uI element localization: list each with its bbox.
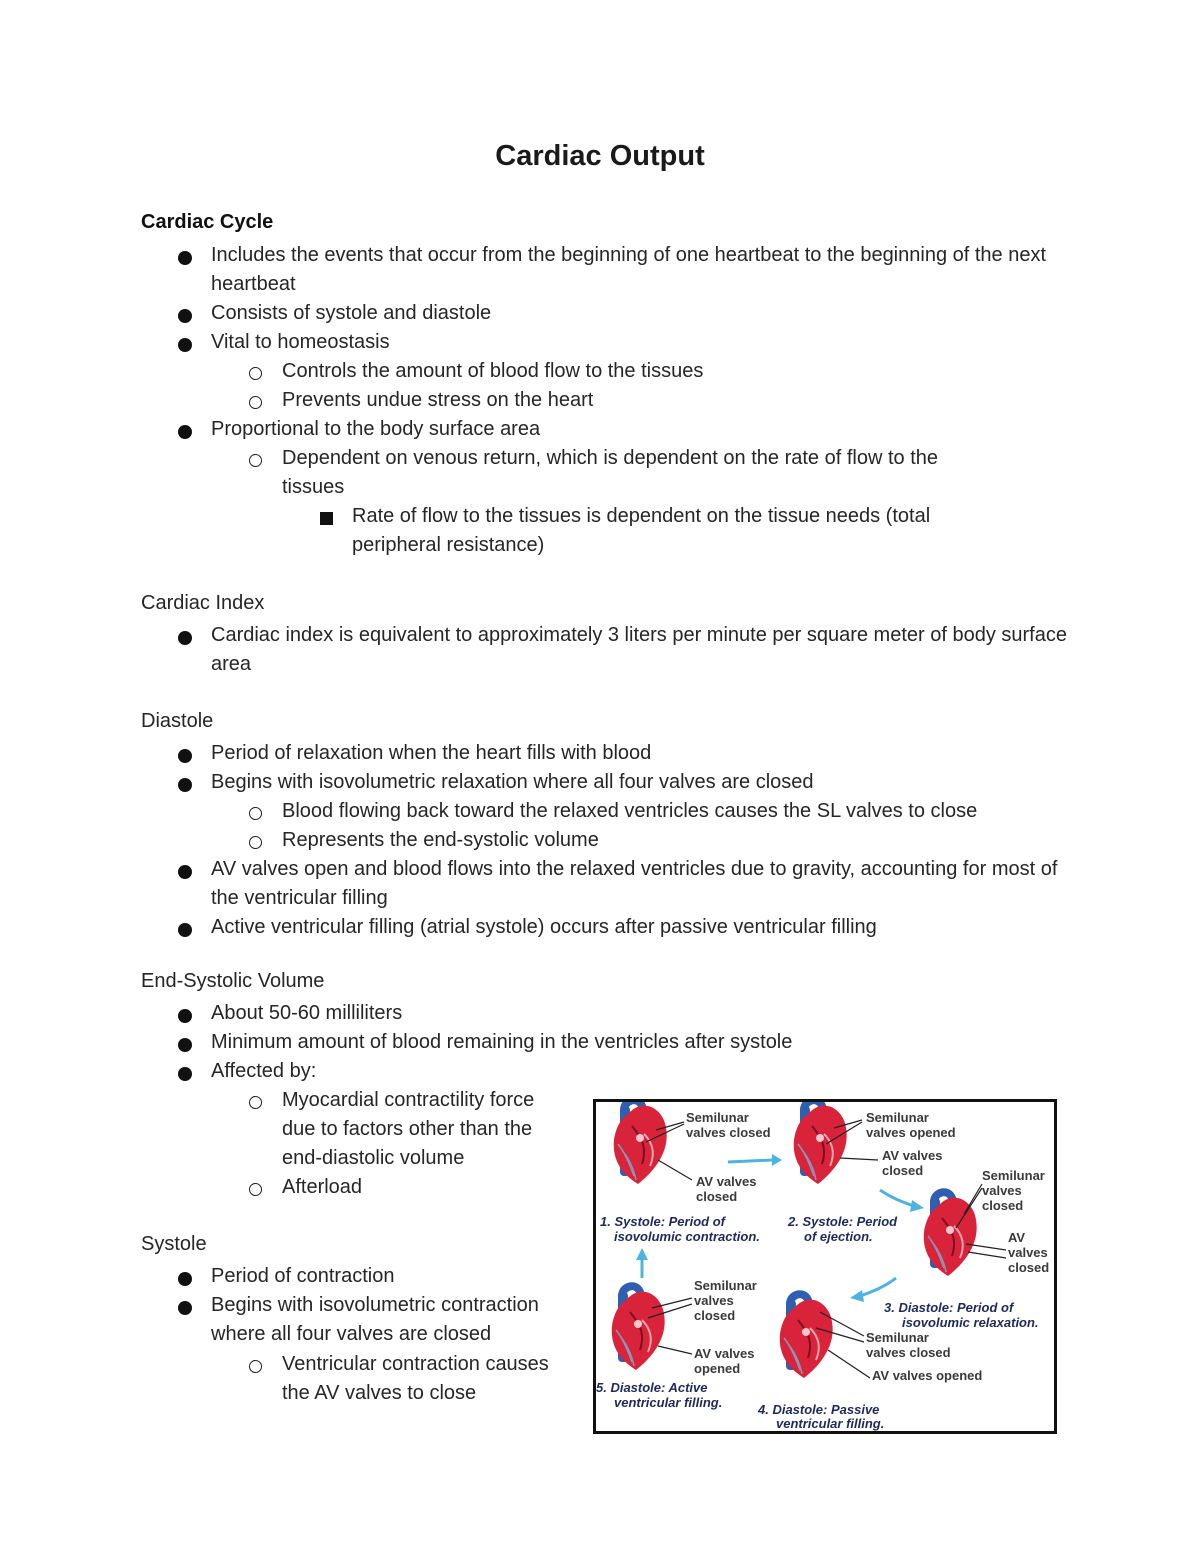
list-item: Active ventricular filling (atrial systole) occurs after passive ventricular filling (211, 916, 877, 938)
list-item: Blood flowing back toward the relaxed ventricles causes the SL valves to close (282, 800, 978, 822)
list-item: About 50-60 milliliters (211, 1002, 403, 1024)
bullet-disc (178, 1009, 192, 1023)
list-item: Rate of flow to the tissues is dependent on the tissue needs (total peripheral resistance) (352, 505, 931, 556)
bullet-disc (178, 749, 192, 763)
section-heading-systole: Systole (141, 1233, 207, 1255)
heart-2-av-label: AV valves closed (882, 1148, 943, 1178)
section-heading-end-systolic-volume: End-Systolic Volume (141, 970, 325, 992)
list-item: Minimum amount of blood remaining in the ventricles after systole (211, 1031, 793, 1053)
heart-5-sl-label: Semilunar valves closed (694, 1278, 757, 1323)
caption-4: 4. Diastole: Passive ventricular filling. (758, 1402, 885, 1431)
list-item: Myocardial contractility force due to factors other than the end-diastolic volume (282, 1089, 535, 1169)
list-item: Affected by: (211, 1060, 317, 1082)
heart-2-icon (794, 1102, 847, 1184)
heart-4-av-label: AV valves opened (872, 1368, 983, 1383)
cardiac-cycle-figure (593, 1099, 1057, 1434)
bullet-circle (249, 454, 262, 467)
heart-4-sl-label: Semilunar valves closed (866, 1330, 951, 1360)
heart-2-sl-label: Semilunar valves opened (866, 1110, 956, 1140)
flow-arrow-1-2 (728, 1160, 772, 1162)
heart-1-icon (614, 1102, 667, 1184)
arrow-head-icon (772, 1154, 782, 1166)
bullet-disc (178, 251, 192, 265)
list-item: Represents the end-systolic volume (282, 829, 599, 851)
flow-arrow-3-4 (860, 1278, 896, 1296)
bullet-disc (178, 1272, 192, 1286)
heart-3-av-label: AV valves closed (1008, 1230, 1050, 1275)
bullet-disc (178, 425, 192, 439)
heart-5-icon (612, 1286, 665, 1370)
bullet-disc (178, 1038, 192, 1052)
bullet-circle (249, 836, 262, 849)
list-item: Controls the amount of blood flow to the tissues (282, 360, 704, 382)
arrow-head-icon (910, 1200, 924, 1212)
bullet-disc (178, 631, 192, 645)
bullet-disc (178, 923, 192, 937)
heart-1-sl-label: Semilunar valves closed (686, 1110, 771, 1140)
list-item: Proportional to the body surface area (211, 418, 541, 440)
bullet-circle (249, 1183, 262, 1196)
list-item: Cardiac index is equivalent to approximately 3 liters per minute per square meter of body surface area (211, 624, 1067, 675)
list-item: Dependent on venous return, which is dependent on the rate of flow to the tissues (282, 447, 938, 498)
caption-3: 3. Diastole: Period of isovolumic relaxation. (884, 1300, 1039, 1330)
list-item: Begins with isovolumetric contraction where all four valves are closed (211, 1294, 539, 1345)
list-item: Includes the events that occur from the beginning of one heartbeat to the beginning of the next heartbeat (211, 244, 1047, 295)
list-item: Begins with isovolumetric relaxation where all four valves are closed (211, 771, 814, 793)
flow-arrow-2-3 (880, 1190, 914, 1206)
heart-4-icon (780, 1294, 833, 1378)
list-item: Period of relaxation when the heart fills with blood (211, 742, 652, 764)
heart-3-sl-label: Semilunar valves closed (982, 1168, 1045, 1213)
list-item: Period of contraction (211, 1265, 395, 1287)
cardiac-cycle-diagram (596, 1102, 1054, 1431)
caption-1: 1. Systole: Period of isovolumic contraction. (600, 1214, 760, 1244)
heart-5-av-label: AV valves opened (694, 1346, 755, 1376)
bullet-square (320, 512, 333, 525)
bullet-circle (249, 396, 262, 409)
bullet-circle (249, 1360, 262, 1373)
bullet-disc (178, 1067, 192, 1081)
bullet-disc (178, 1301, 192, 1315)
bullet-disc (178, 338, 192, 352)
bullet-circle (249, 1096, 262, 1109)
list-item: AV valves open and blood flows into the relaxed ventricles due to gravity, accounting for most of the ventricular filling (211, 858, 1058, 909)
arrow-head-icon (636, 1248, 648, 1260)
list-item: Prevents undue stress on the heart (282, 389, 594, 411)
heart-3-icon (924, 1192, 977, 1276)
caption-2: 2. Systole: Period of ejection. (788, 1214, 898, 1244)
list-item: Afterload (282, 1176, 363, 1198)
bullet-disc (178, 865, 192, 879)
bullet-disc (178, 778, 192, 792)
bullet-disc (178, 309, 192, 323)
page-title: Cardiac Output (495, 140, 705, 172)
list-item: Vital to homeostasis (211, 331, 390, 353)
list-item: Consists of systole and diastole (211, 302, 492, 324)
section-heading-cardiac-index: Cardiac Index (141, 592, 265, 614)
list-item: Ventricular contraction causes the AV valves to close (282, 1353, 549, 1404)
heart-1-av-label: AV valves closed (696, 1174, 757, 1204)
caption-5: 5. Diastole: Active ventricular filling. (596, 1380, 723, 1410)
section-heading-diastole: Diastole (141, 710, 214, 732)
arrow-head-icon (850, 1290, 864, 1302)
bullet-circle (249, 367, 262, 380)
bullet-circle (249, 807, 262, 820)
section-heading-cardiac-cycle: Cardiac Cycle (141, 211, 274, 233)
